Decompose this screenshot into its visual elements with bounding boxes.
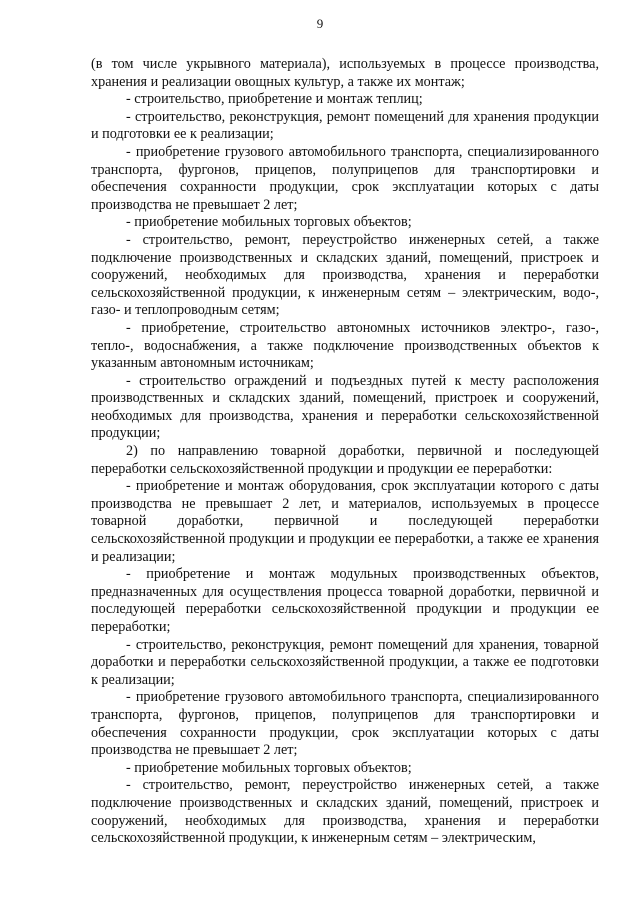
paragraph-modular-objects: - приобретение и монтаж модульных производственных объектов, предназначенных для осуществления процесса товарной доработки, первичной и последующей переработки сельскохозяйственной продукции и продукции ее переработки; — [91, 566, 599, 635]
paragraph-mobile-trade: - приобретение мобильных торговых объектов; — [126, 214, 412, 231]
paragraph-engineering-networks-2: - строительство, ремонт, переустройство инженерных сетей, а также подключение производственных и складских зданий, помещений, пристроек и сооружений, необходимых для производства, хранения и переработки сельскохозяйственной продукции, к инженерным сетям – электрическим, — [91, 777, 599, 847]
paragraph-freight-transport: - приобретение грузового автомобильного транспорта, специализированного транспорта, фургонов, прицепов, полуприцепов для транспортировки и обеспечения сохранности продукции, срок эксплуатации которых с даты производства не превышает 2 лет; — [91, 143, 599, 213]
paragraph-storage-premises: - строительство, реконструкция, ремонт помещений для хранения продукции и подготовки ее к реализации; — [91, 108, 599, 143]
paragraph-greenhouses: - строительство, приобретение и монтаж теплиц; — [126, 91, 423, 108]
paragraph-processing-direction: 2) по направлению товарной доработки, первичной и последующей переработки сельскохозяйственной продукции и продукции ее переработки: — [91, 443, 599, 477]
paragraph-mobile-trade-2: - приобретение мобильных торговых объектов; — [126, 759, 412, 776]
paragraph-covering-material: (в том числе укрывного материала), используемых в процессе производства, хранения и реализации овощных культур, а также их монтаж; — [91, 56, 599, 90]
paragraph-fences-roads: - строительство ограждений и подъездных путей к месту расположения производственных и складских зданий, помещений, пристроек и сооружений, необходимых для производства, хранения и переработки сельскохозяйственной продукции; — [91, 372, 599, 442]
paragraph-engineering-networks: - строительство, ремонт, переустройство инженерных сетей, а также подключение производственных и складских зданий, помещений, пристроек и сооружений, необходимых для производства, хранения и переработки сельскохозяйственной продукции, к инженерным сетям – электрическим, водо-, газо- и теплопроводным сетям; — [91, 231, 599, 319]
paragraph-processing-premises: - строительство, реконструкция, ремонт помещений для хранения, товарной доработки и переработки сельскохозяйственной продукции, а также ее подготовки к реализации; — [91, 636, 599, 688]
paragraph-equipment: - приобретение и монтаж оборудования, срок эксплуатации которого с даты производства не превышает 2 лет, и материалов, используемых в процессе товарной доработки, первичной и последующей переработки сельскохозяйственной продукции и продукции ее переработки, а также ее хранения и реализации; — [91, 478, 599, 565]
page-number: 9 — [316, 16, 324, 31]
paragraph-autonomous-sources: - приобретение, строительство автономных источников электро-, газо-, тепло-, водоснабжения, а также подключение производственных объектов к указанным автономным источникам; — [91, 319, 599, 372]
paragraph-freight-transport-2: - приобретение грузового автомобильного транспорта, специализированного транспорта, фургонов, прицепов, полуприцепов для транспортировки и обеспечения сохранности продукции, срок эксплуатации которых с даты производства не превышает 2 лет; — [91, 689, 599, 759]
document-body — [91, 56, 599, 848]
